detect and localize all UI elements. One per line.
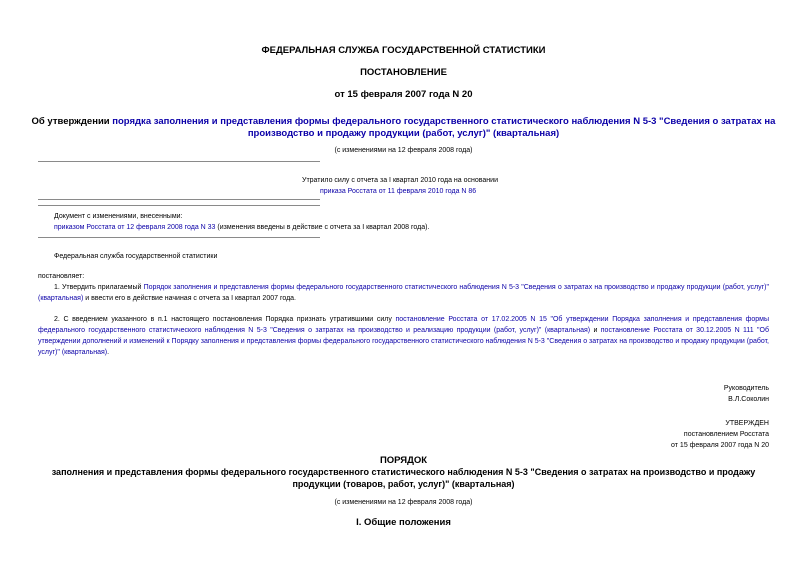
item-2-text: 2. С введением указанного в п.1 настоящего постановления Порядка признать утратившими силу — [54, 316, 396, 323]
section-heading: I. Общие положения — [356, 517, 451, 528]
signature-role: Руководитель — [723, 385, 769, 392]
changes-label: Документ с изменениями, внесенными: — [54, 213, 183, 220]
changes-line — [54, 222, 429, 233]
order-subtitle-2: продукции (товаров, работ, услуг)" (квартальная) — [292, 479, 515, 489]
item-1-text: 1. Утвердить прилагаемый — [54, 284, 144, 291]
order-amendment-note: (с изменениями на 12 февраля 2008 года) — [334, 499, 473, 506]
divider — [38, 199, 320, 200]
item-2-link-1[interactable]: постановление Росстата от 17.02.2005 N 15 "Об утверждении Порядка заполнения и представления формы федерального государственного статистического наблюдения N 5-3 "Сведения о затратах на производство и реализацию продукции (работ, услуг)" (квартальная) — [38, 316, 769, 334]
expired-link[interactable]: приказа Росстата от 11 февраля 2010 года N 86 — [320, 188, 477, 195]
item-1-text-end: и ввести его в действие начиная с отчета за I квартал 2007 года. — [83, 295, 296, 302]
date-number-heading: от 15 февраля 2007 года N 20 — [334, 89, 473, 100]
item-2-text-mid: и — [590, 327, 601, 334]
item-2-text-end: . — [107, 349, 110, 356]
item-2-link-2[interactable]: постановление Росстата от 30.12.2005 N 111 "Об утверждении дополнений и изменений к Порядку заполнения и представления формы федерального государственного статистического наблюдения N 5-3 "Сведения о затратах на производство и продажу продукции (работ, услуг)" (квартальная) — [38, 327, 769, 356]
doc-type-heading: ПОСТАНОВЛЕНИЕ — [360, 67, 447, 78]
approved-line-3: от 15 февраля 2007 года N 20 — [671, 442, 769, 449]
order-subtitle-1: заполнения и представления формы федерального государственного статистического наблюдения N 5-3 "Сведения о затратах на производство и продажу — [51, 467, 756, 477]
item-1-paragraph — [38, 282, 769, 304]
amendment-note: (с изменениями на 12 февраля 2008 года) — [334, 147, 473, 154]
divider — [38, 205, 320, 206]
title-line-2 — [0, 128, 807, 139]
title-line-1 — [0, 116, 807, 127]
divider — [38, 161, 320, 162]
item-2-paragraph — [38, 314, 769, 358]
title-prefix: Об утверждении — [31, 116, 113, 127]
resolves-text: постановляет: — [38, 273, 85, 280]
item-1-link[interactable]: Порядок заполнения и представления формы федерального государственного статистического наблюдения N 5-3 "Сведения о затратах на производство и продажу продукции (работ, услуг)" (квартальная) — [38, 284, 770, 302]
approved-line-1: УТВЕРЖДЕН — [725, 420, 769, 427]
changes-rest: (изменения введены в действие с отчета за I квартал 2008 года). — [215, 224, 430, 231]
title-link-part-2[interactable]: производство и продажу продукции (работ, услуг)" (квартальная) — [247, 128, 560, 139]
agency-heading: ФЕДЕРАЛЬНАЯ СЛУЖБА ГОСУДАРСТВЕННОЙ СТАТИСТИКИ — [261, 45, 546, 56]
order-title: ПОРЯДОК — [379, 455, 428, 466]
signature-name: В.Л.Соколин — [728, 396, 769, 403]
divider — [38, 237, 320, 238]
changes-link[interactable]: приказом Росстата от 12 февраля 2008 года N 33 — [54, 224, 216, 231]
expired-text: Утратило силу с отчета за I квартал 2010 года на основании — [302, 177, 498, 184]
title-link-part-1[interactable]: порядка заполнения и представления формы федерального государственного статистического наблюдения N 5-3 "Сведения о затратах на — [112, 116, 776, 127]
agency-line: Федеральная служба государственной статистики — [54, 253, 218, 260]
approved-line-2: постановлением Росстата — [683, 431, 769, 438]
